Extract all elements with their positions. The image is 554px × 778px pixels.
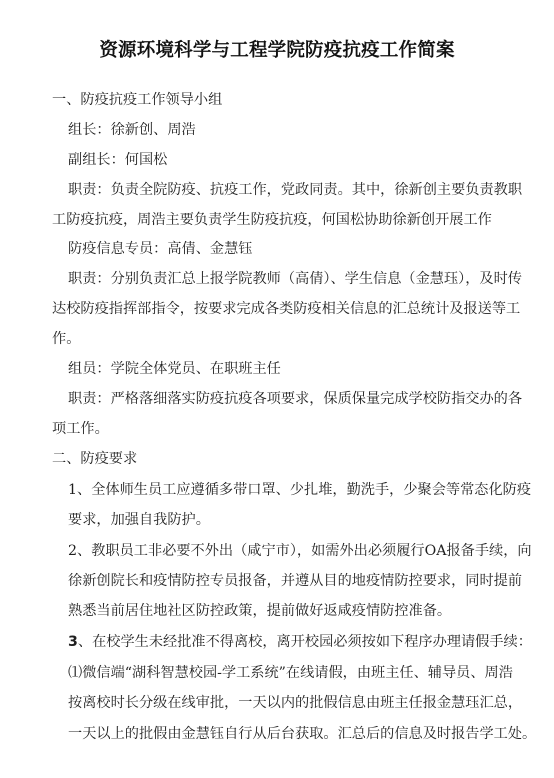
duty3-line1: 职责：严格落细落实防疫抗疫各项要求，保质保量完成学校防指交办的各 [68, 391, 523, 407]
duty2-line2: 达校防疫指挥部指令，按要求完成各类防疫相关信息的汇总统计及报送等工 [52, 301, 521, 317]
duty2-line3: 作。 [52, 331, 81, 347]
info-staff-line: 防疫信息专员：高倩、金慧钰 [68, 241, 253, 257]
req3-line2: ⑴微信端“湖科智慧校园-学工系统”在线请假，由班主任、辅导员、周浩 [68, 665, 513, 681]
req3-number: 3 [68, 634, 78, 650]
duty1-line1: 职责：负责全院防疫、抗疫工作，党政同责。其中，徐新创主要负责教职 [68, 182, 523, 198]
req2-line2: 徐新创院长和疫情防控专员报备，并遵从目的地疫情防控要求，同时提前 [68, 573, 523, 589]
req1-line1: 1、全体师生员工应遵循多带口罩、少扎堆，勤洗手，少聚会等常态化防疫 [68, 482, 532, 498]
req2-line1: 2、教职员工非必要不外出（咸宁市），如需外出必须履行OA报备手续，向 [68, 543, 532, 559]
req3-line3: 按离校时长分级在线审批，一天以内的批假信息由班主任报金慧珏汇总， [68, 695, 523, 711]
req3-line1-text: 、在校学生未经批准不得离校，离开校园必须按如下程序办理请假手续： [77, 634, 532, 650]
document-title: 资源环境科学与工程学院防疫抗疫工作简案 [99, 40, 455, 61]
req2-line3: 熟悉当前居住地社区防控政策，提前做好返咸疫情防控准备。 [68, 603, 452, 619]
section1-heading: 一、防疫抗疫工作领导小组 [52, 92, 223, 108]
leader-line: 组长：徐新创、周浩 [68, 122, 196, 138]
members-line: 组员：学院全体党员、在职班主任 [68, 361, 281, 377]
req3-line4: 一天以上的批假由金慧钰自行从后台获取。汇总后的信息及时报告学工处。 [68, 726, 537, 742]
duty1-line2: 工防疫抗疫，周浩主要负责学生防疫抗疫，何国松协助徐新创开展工作 [52, 212, 492, 228]
duty2-line1: 职责：分别负责汇总上报学院教师（高倩）、学生信息（金慧珏），及时传 [68, 271, 522, 287]
deputy-line: 副组长：何国松 [68, 152, 168, 168]
duty3-line2: 项工作。 [52, 421, 109, 437]
section2-heading: 二、防疫要求 [52, 451, 138, 467]
req3-line1 [68, 632, 532, 652]
req1-line2: 要求，加强自我防护。 [68, 512, 210, 528]
